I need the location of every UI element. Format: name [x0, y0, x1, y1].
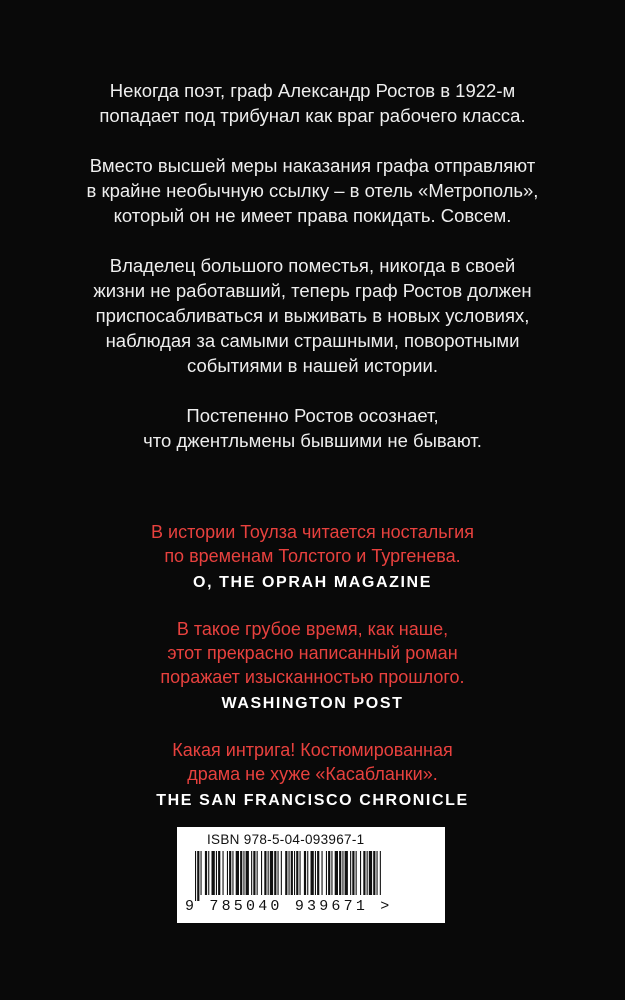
quote-line: этот прекрасно написанный роман [167, 643, 458, 663]
description-paragraph-3 [0, 253, 625, 378]
barcode-bar [212, 851, 215, 895]
barcode-bar [264, 851, 266, 895]
description-line: наблюдая за самыми страшными, поворотными [105, 330, 520, 351]
eksmo-logo-icon [386, 837, 426, 901]
barcode-bar [311, 851, 314, 895]
description-line: Постепенно Ростов осознает, [186, 405, 439, 426]
barcode-bar [285, 851, 287, 895]
barcode-bar [261, 851, 262, 895]
barcode-bar [377, 851, 378, 895]
barcode-bar [294, 851, 295, 895]
barcode-bar [345, 851, 348, 895]
barcode-bar [291, 851, 293, 895]
barcode-bar [208, 851, 209, 895]
barcode-bar [243, 851, 244, 895]
description-line: что джентльмены бывшими не бывают. [143, 430, 482, 451]
barcode-bar [201, 851, 202, 895]
barcode-bar [274, 851, 276, 895]
barcode-bar [326, 851, 327, 895]
barcode-bar [251, 851, 252, 895]
barcode-bar [232, 851, 233, 895]
description-line: жизни не работавший, теперь граф Ростов должен [93, 280, 532, 301]
review-sf-chronicle [0, 738, 625, 813]
description-line: приспосабливаться и выживать в новых условиях, [95, 305, 530, 326]
barcode-bar [335, 851, 338, 895]
description-line: Некогда поэт, граф Александр Ростов в 1922-м [109, 80, 516, 101]
barcode-bar [352, 851, 354, 895]
barcode-bar [268, 851, 269, 895]
barcode-bar [278, 851, 279, 895]
barcode-bar [227, 851, 228, 895]
description-paragraph-1 [0, 78, 625, 128]
barcode-bar [363, 851, 365, 895]
description-line: который он не имеет права покидать. Совсем. [113, 205, 512, 226]
description-paragraph-4 [0, 403, 625, 453]
barcode-bar [367, 851, 368, 895]
barcode-bar [197, 851, 199, 901]
review-washington-post [0, 617, 625, 716]
barcode-bar [356, 851, 357, 895]
review-source: WASHINGTON POST [221, 695, 404, 712]
barcode-bar [304, 851, 306, 895]
barcode-bar [246, 851, 249, 895]
barcode-bar [360, 851, 361, 895]
barcode-bars [195, 851, 385, 901]
barcode-bar [339, 851, 341, 895]
barcode-bar [328, 851, 330, 895]
barcode-bar [223, 851, 224, 895]
barcode-bar [307, 851, 308, 895]
barcode-bar [216, 851, 217, 895]
barcode-bar [281, 851, 282, 895]
quote-line: В такое грубое время, как наше, [176, 619, 449, 639]
description-line: событиями в нашей истории. [187, 355, 438, 376]
barcode-bar [195, 851, 196, 901]
barcode-bar [373, 851, 375, 895]
book-description [0, 78, 625, 478]
barcode-bar [236, 851, 239, 895]
barcode-bar [296, 851, 298, 895]
description-line: попадает под трибунал как враг рабочего класса. [99, 105, 526, 126]
barcode-bar [205, 851, 207, 895]
review-quote [0, 738, 625, 786]
barcode-bar [322, 851, 323, 895]
barcode-bar [369, 851, 372, 895]
barcode-bar [229, 851, 231, 895]
barcode-digits: 9 785040 939671 > [185, 898, 393, 915]
barcode-bar [270, 851, 273, 895]
barcode-bar [218, 851, 220, 895]
quote-line: драма не хуже «Касабланки». [187, 764, 438, 784]
review-quote [0, 617, 625, 689]
description-line: Владелец большого поместья, никогда в своей [109, 255, 516, 276]
review-oprah [0, 520, 625, 595]
press-reviews [0, 520, 625, 835]
quote-line: Какая интрига! Костюмированная [172, 740, 453, 760]
review-source: THE SAN FRANCISCO CHRONICLE [156, 792, 469, 809]
barcode-bar [315, 851, 316, 895]
barcode-bar [350, 851, 351, 895]
description-paragraph-2 [0, 153, 625, 228]
barcode-bar [289, 851, 290, 895]
description-line: Вместо высшей меры наказания графа отправляют [89, 155, 536, 176]
quote-line: В истории Тоулза читается ностальгия [151, 522, 474, 542]
barcode-bar [253, 851, 255, 895]
barcode-bar [342, 851, 343, 895]
description-line: в крайне необычную ссылку – в отель «Метрополь», [86, 180, 539, 201]
quote-line: поражает изысканностью прошлого. [160, 667, 465, 687]
isbn-text: ISBN 978-5-04-093967-1 [207, 832, 365, 847]
review-quote [0, 520, 625, 568]
review-source: O, THE OPRAH MAGAZINE [193, 574, 432, 591]
barcode-bar [317, 851, 319, 895]
barcode-bar [380, 851, 381, 895]
barcode-bar [331, 851, 332, 895]
barcode-bar [300, 851, 301, 895]
quote-line: по временам Толстого и Тургенева. [164, 546, 461, 566]
barcode-bar [240, 851, 242, 895]
barcode-bar [257, 851, 258, 895]
